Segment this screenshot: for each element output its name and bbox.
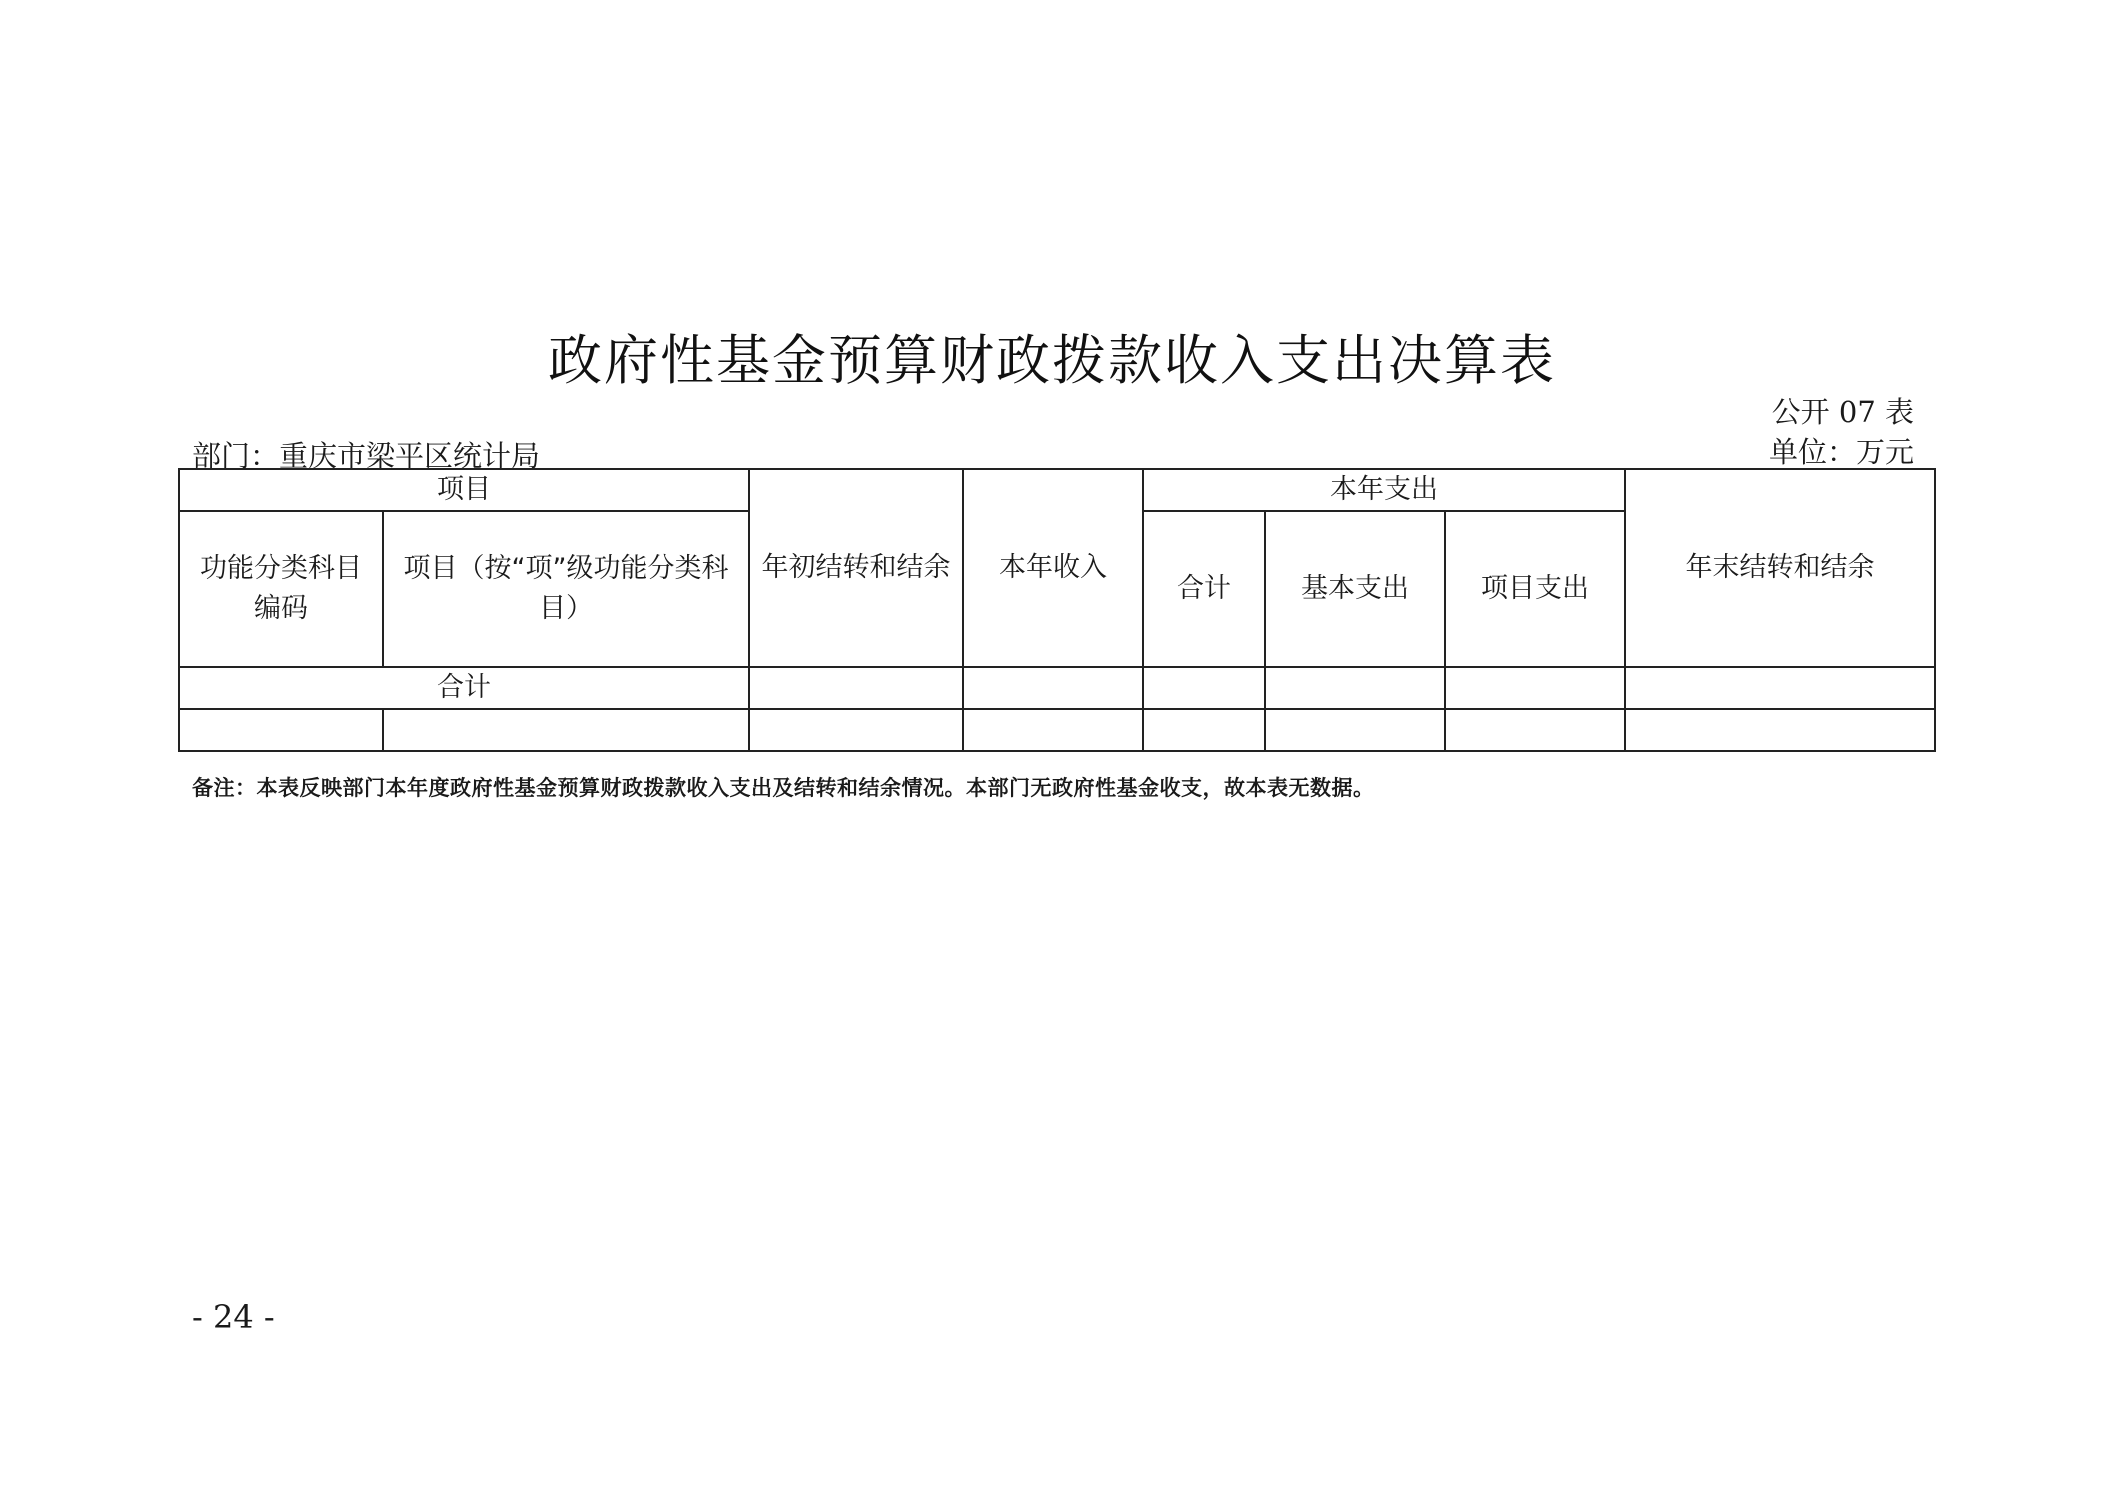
table-cell: [1445, 709, 1625, 751]
unit-label: 单位：万元: [1768, 435, 1914, 469]
table-cell: [383, 709, 749, 751]
table-cell: [749, 667, 963, 709]
table-cell: [1143, 709, 1265, 751]
footnote: 备注：本表反映部门本年度政府性基金预算财政拨款收入支出及结转和结余情况。本部门无政府性基金收支，故本表无数据。: [192, 776, 1375, 800]
header-end-balance: 年末结转和结余: [1625, 469, 1935, 667]
header-project-expense: 项目支出: [1445, 511, 1625, 667]
table-cell: [1265, 709, 1445, 751]
header-expense-group: 本年支出: [1143, 469, 1625, 511]
table-cell: [749, 709, 963, 751]
page-title: 政府性基金预算财政拨款收入支出决算表: [548, 329, 1556, 392]
table-cell: [1445, 667, 1625, 709]
header-func-code: 功能分类科目编码: [179, 511, 383, 667]
header-item-name: 项目（按“项”级功能分类科目）: [383, 511, 749, 667]
header-expense-total: 合计: [1143, 511, 1265, 667]
table-cell: [1625, 667, 1935, 709]
form-number: 公开 07 表: [1771, 395, 1914, 429]
total-row-label: 合计: [179, 667, 749, 709]
table-cell: [1265, 667, 1445, 709]
table-row: [179, 709, 1935, 751]
table-row: [179, 667, 1935, 709]
budget-table: [178, 468, 1936, 752]
department-label: 部门：重庆市梁平区统计局: [192, 439, 541, 473]
header-start-balance: 年初结转和结余: [749, 469, 963, 667]
header-income: 本年收入: [963, 469, 1143, 667]
header-item-group: 项目: [179, 469, 749, 511]
table-cell: [179, 709, 383, 751]
table-cell: [1143, 667, 1265, 709]
table-cell: [1625, 709, 1935, 751]
table-cell: [963, 709, 1143, 751]
page-number: - 24 -: [192, 1298, 275, 1336]
table-cell: [963, 667, 1143, 709]
header-basic-expense: 基本支出: [1265, 511, 1445, 667]
